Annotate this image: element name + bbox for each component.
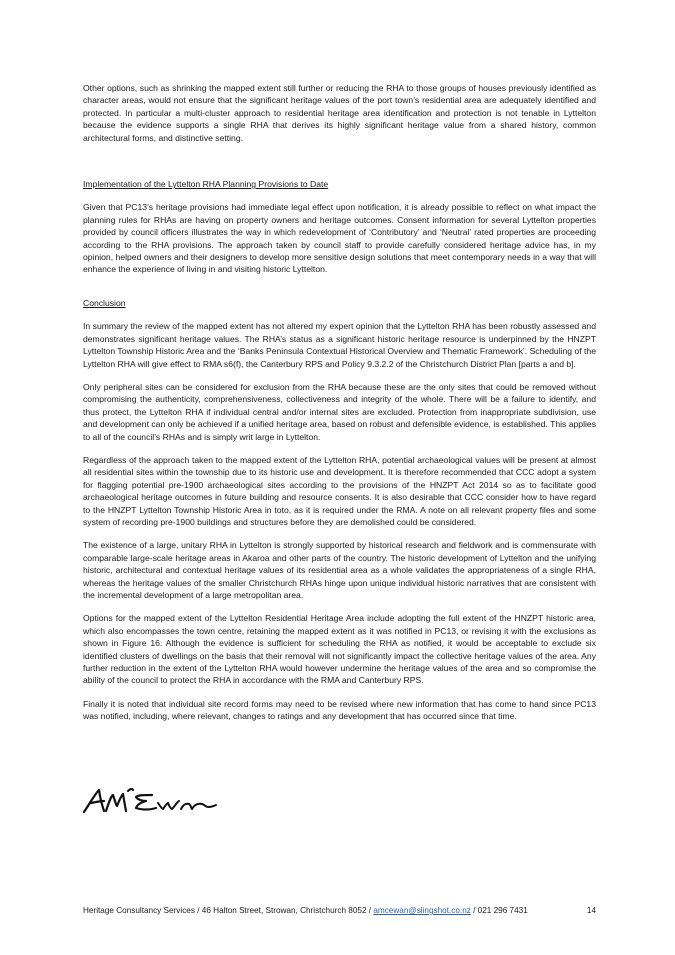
document-body — [83, 82, 596, 723]
paragraph-implementation: Given that PC13’s heritage provisions had immediate legal effect upon notification, it is already possible to reflect on what impact the planning rules for RHAs are having on property owners and heritage outcomes. Consent information for several Lyttelton properties provided by council officers illustrates the way in which redevelopment of ‘Contributory’ and ‘Neutral’ rated properties are proceeding according to the RHA provisions. The approach taken by council staff to provide carefully considered heritage advice has, in my opinion, helped owners and their designers to develop more sensitive design solutions that meet contemporary needs in a way that will enhance the experience of living in and visiting historic Lyttelton. — [83, 202, 596, 275]
heading-conclusion: Conclusion — [83, 297, 126, 308]
paragraph-peripheral-sites: Only peripheral sites can be considered for exclusion from the RHA because these are the only sites that could be removed without compromising the authenticity, comprehensiveness, collectiveness and integrity of the whole. There will be a failure to identify, and thus protect, the Lyttelton RHA if individual central and/or internal sites are excluded. Protection from inappropriate subdivision, use and development can only be achieved if a unified heritage area, based on robust and defensible evidence, is established. This applies to all of the council’s RHAs and is simply writ large in Lyttelton. — [83, 381, 596, 442]
footer-address: Heritage Consultancy Services / 46 Halton Street, Strowan, Christchurch 8052 / — [83, 906, 374, 915]
paragraph-unitary-rha: The existence of a large, unitary RHA in Lyttelton is strongly supported by historical research and fieldwork and is commensurate with comparable large-scale heritage areas in Akaroa and other parts of the country. The historic development of Lyttelton and the unifying historic, architectural and contextual heritage values of its residential area as a whole validates the appropriateness of a single RHA, whereas the heritage values of the smaller Christchurch RHAs hinge upon unique individual historic narratives that are consistent with the incremental development of a large metropolitan area. — [83, 540, 596, 600]
paragraph-finally: Finally it is noted that individual site record forms may need to be revised where new information that has come to hand since PC13 was notified, including, where relevant, changes to ratings and any development that has occurred since that time. — [83, 698, 596, 722]
footer-contact — [83, 905, 528, 916]
page-footer — [83, 905, 596, 916]
paragraph-options: Options for the mapped extent of the Lyttelton Residential Heritage Area include adopting the full extent of the HNZPT historic area, which also encompasses the town centre, retaining the mapped extent as it was notified in PC13, or revising it with the exclusions as shown in Figure 16. Although the evidence is sufficient for scheduling the RHA as notified, it would be acceptable to exclude six identified clusters of dwellings on the basis that their removal will not significantly impact the collective heritage values of the area. Any further reduction in the extent of the Lyttelton RHA would however undermine the heritage values of the area and so compromise the ability of the council to protect the RHA in accordance with the RMA and Canterbury RPS. — [83, 613, 596, 686]
footer-email-link[interactable]: amcewan@slingshot.co.nz — [373, 906, 471, 915]
paragraph-other-options: Other options, such as shrinking the mapped extent still further or reducing the RHA to those groups of houses previously identified as character areas, would not ensure that the significant heritage values of the port town’s residential area are adequately identified and protected. In particular a multi-cluster approach to residential heritage area identification and protection is not tenable in Lyttelton because the evidence supports a single RHA that derives its highly significant heritage value from a shared history, common architectural forms, and distinctive setting. — [83, 83, 596, 143]
heading-implementation: Implementation of the Lyttelton RHA Planning Provisions to Date — [83, 179, 329, 190]
handwritten-signature — [80, 785, 220, 819]
footer-phone: / 021 296 7431 — [470, 906, 528, 915]
paragraph-summary: In summary the review of the mapped extent has not altered my expert opinion that the Lyttelton RHA has been robustly assessed and demonstrates significant heritage values. The RHA’s status as a significant historic heritage resource is underpinned by the HNZPT Lyttelton Township Historic Area and the ‘Banks Peninsula Contextual Historical Overview and Thematic Framework’. Scheduling of the Lyttelton RHA will give effect to RMA s6(f), the Canterbury RPS and Policy 9.3.2.2 of the Christchurch District Plan [parts a and b]. — [83, 321, 596, 369]
page-number: 14 — [586, 906, 596, 915]
paragraph-archaeological: Regardless of the approach taken to the mapped extent of the Lyttelton RHA, potential archaeological values will be present at almost all residential sites within the township due to its historic use and development. It is therefore recommended that CCC adopt a system for flagging potential pre-1900 archaeological sites according to the provisions of the HNZPT Act 2014 so as to facilitate good archaeological heritage outcomes in future building and resource consents. It is also desirable that CCC consider how to have regard to the HNZPT Lyttelton Township Historic Area in toto, as it is required under the RMA. A note on all relevant property files and some system of recording pre-1900 buildings and structures before they are demolished could be considered. — [83, 454, 596, 527]
